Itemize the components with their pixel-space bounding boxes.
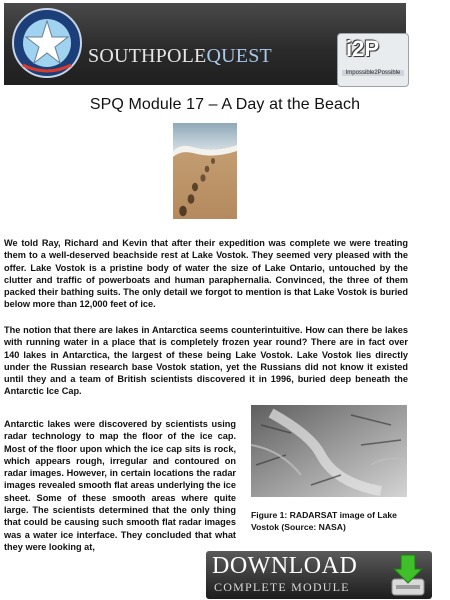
- header-banner: [4, 3, 406, 85]
- page-title: SPQ Module 17 – A Day at the Beach: [89, 96, 361, 113]
- radar-discovery-paragraph: Antarctic lakes were discovered by scientists using radar technology to map the floor of the ice cap. Most of the floor upon which the ice cap sits is rock, which appears rough, irregular and contoured on radar images. However, in certain locations the radar images revealed smooth flat areas underlying the ice sheet. Some of these smooth areas where quite large. The scientists determined that the only thing that could be causing such smooth flat radar images was a water ice interface. They concluded that what they were looking at,: [4, 419, 236, 552]
- i2p-tagline: Impossible2Possible: [342, 70, 404, 76]
- lakes-paragraph: The notion that there are lakes in Antarctica seems counterintuitive. How can there be lakes with running water in a place that is completely frozen year round? There are in fact over 140 lakes in Antarctica, the largest of these being Lake Vostok. Lake Vostok lies directly under the Russian research base Vostok station, yet the Russians did not know it existed until they and a team of British scientists discovered it in 1996, buried deep beneath the Antarctic Ice Cap.: [4, 325, 408, 397]
- download-label: DOWNLOAD: [212, 553, 358, 579]
- download-sublabel: COMPLETE MODULE: [214, 580, 350, 594]
- download-arrow-icon: [388, 553, 428, 597]
- i2p-mark: i2P: [346, 36, 380, 61]
- beach-footprints-photo: [173, 123, 237, 219]
- i2p-logo: [337, 33, 409, 87]
- figure-caption: Figure 1: RADARSAT image of Lake Vostok (Source: NASA): [251, 510, 397, 532]
- south-pole-quest-logo: [11, 7, 83, 79]
- radarsat-lake-vostok-image: [251, 405, 407, 497]
- brand-name: SOUTHPOLEQUEST: [88, 45, 272, 67]
- download-complete-module-button[interactable]: [206, 551, 432, 599]
- intro-paragraph: We told Ray, Richard and Kevin that after their expedition was complete we were treating them to a well-deserved beachside rest at Lake Vostok. They seemed very pleased with the offer. Lake Vostok is a pristine body of water the size of Lake Ontario, untouched by the clutter and traffic of powerboats and human paraphernalia. Convinced, the three of them packed their bathing suits. The only detail we forgot to mention is that Lake Vostok is buried below more than 12,000 feet of ice.: [4, 238, 408, 310]
